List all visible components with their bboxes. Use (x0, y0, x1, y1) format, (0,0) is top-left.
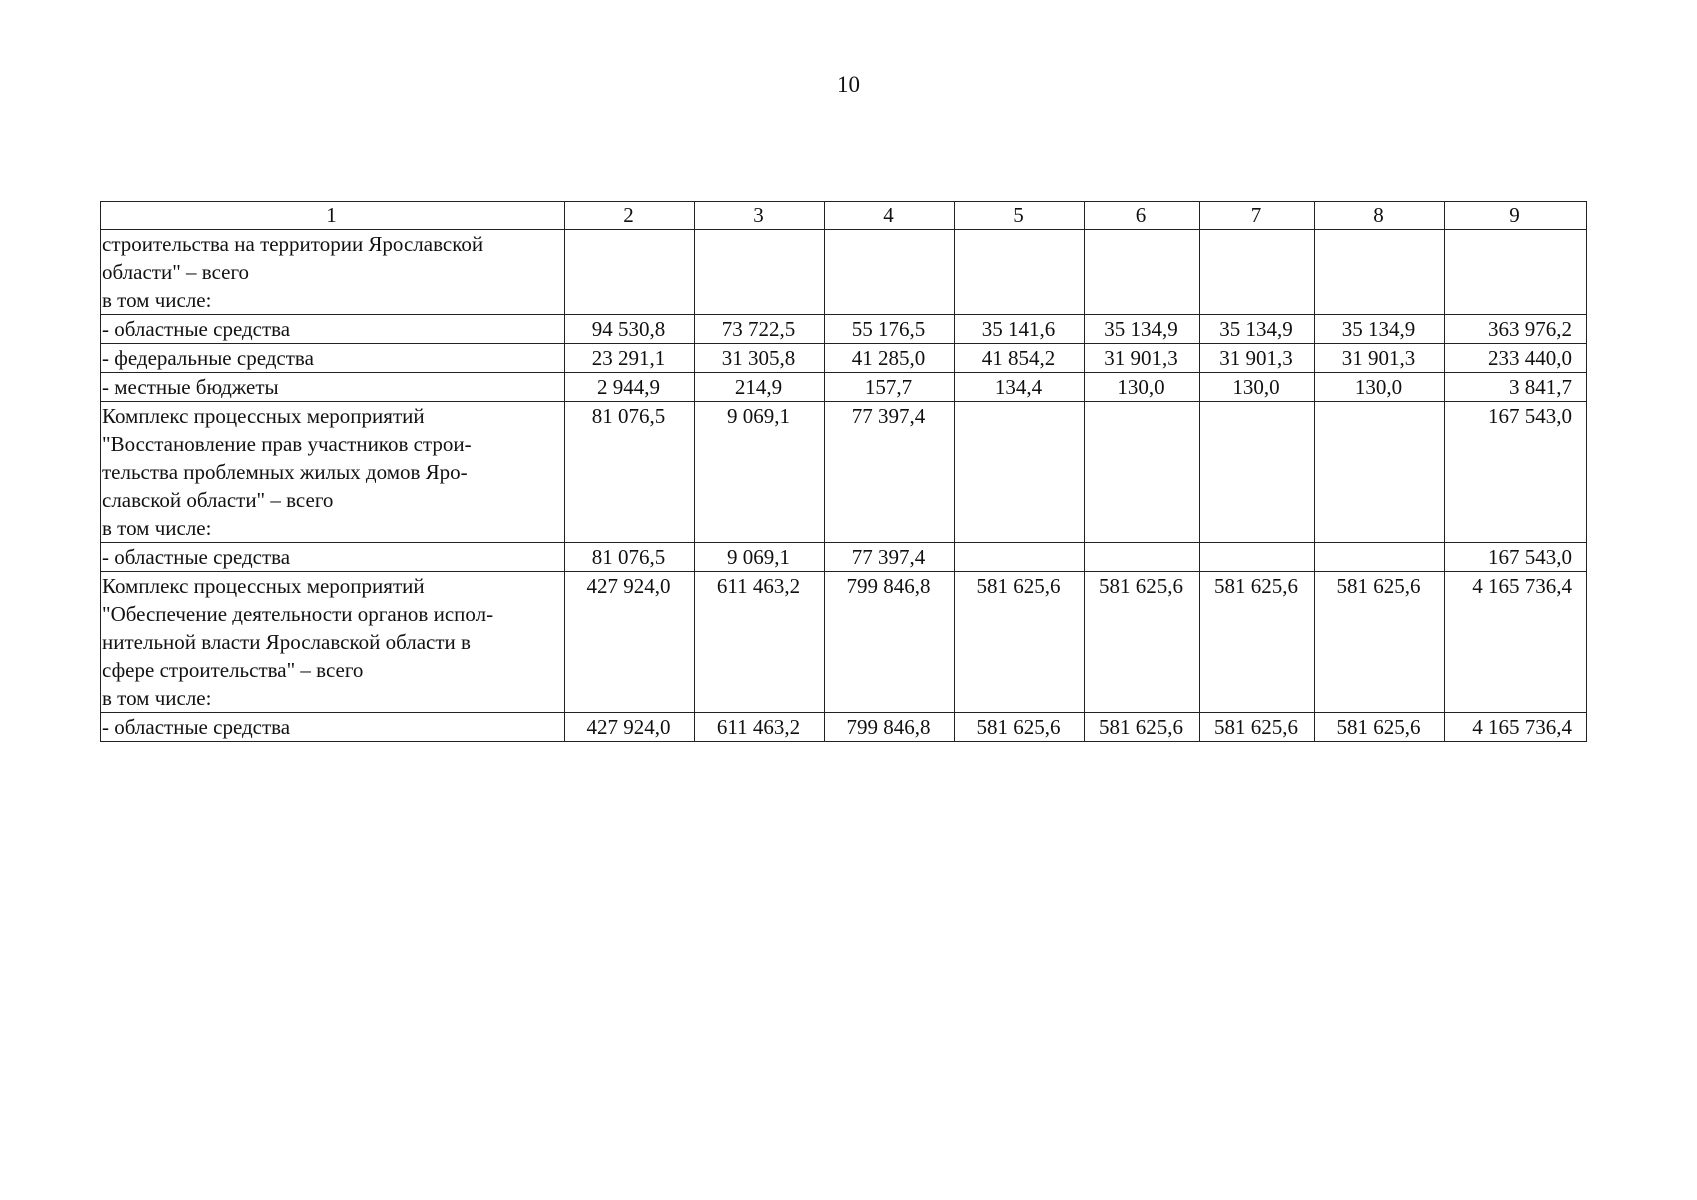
value-cell: 581 625,6 (1315, 713, 1445, 742)
value-cell: 581 625,6 (1200, 572, 1315, 713)
value-cell: 581 625,6 (955, 572, 1085, 713)
value-cell: 77 397,4 (825, 543, 955, 572)
value-cell (1085, 230, 1200, 315)
value-cell: 427 924,0 (565, 713, 695, 742)
column-header: 9 (1445, 202, 1587, 230)
value-cell (955, 543, 1085, 572)
row-label-line: - областные средства (102, 545, 291, 569)
value-cell: 134,4 (955, 373, 1085, 402)
value-cell (1085, 402, 1200, 543)
table-row-group (101, 230, 1587, 315)
value-cell (1315, 230, 1445, 315)
row-label-line: славской области" – всего (102, 488, 334, 512)
table-row-item (101, 713, 1587, 742)
row-label (101, 713, 565, 742)
row-label (101, 572, 565, 713)
row-label-line: Комплекс процессных мероприятий (102, 404, 425, 428)
value-cell (1200, 402, 1315, 543)
value-cell: 9 069,1 (695, 543, 825, 572)
value-cell: 799 846,8 (825, 572, 955, 713)
value-cell: 55 176,5 (825, 315, 955, 344)
value-cell: 581 625,6 (1200, 713, 1315, 742)
value-cell: 35 134,9 (1315, 315, 1445, 344)
value-cell: 2 944,9 (565, 373, 695, 402)
value-cell: 167 543,0 (1445, 543, 1587, 572)
table-body (101, 202, 1587, 742)
value-cell (955, 230, 1085, 315)
value-cell: 81 076,5 (565, 543, 695, 572)
row-label-line: в том числе: (102, 516, 212, 540)
table-row-item (101, 315, 1587, 344)
value-cell: 233 440,0 (1445, 344, 1587, 373)
value-cell (565, 230, 695, 315)
table-row-item (101, 373, 1587, 402)
value-cell (1200, 230, 1315, 315)
value-cell: 73 722,5 (695, 315, 825, 344)
value-cell: 581 625,6 (1085, 713, 1200, 742)
value-cell: 35 141,6 (955, 315, 1085, 344)
value-cell: 581 625,6 (1085, 572, 1200, 713)
table-row-item (101, 543, 1587, 572)
row-label (101, 344, 565, 373)
row-label-line: тельства проблемных жилых домов Яро- (102, 460, 468, 484)
budget-table (100, 201, 1587, 742)
column-header: 5 (955, 202, 1085, 230)
row-label-line: Комплекс процессных мероприятий (102, 574, 425, 598)
row-label-line: - областные средства (102, 317, 291, 341)
column-header: 2 (565, 202, 695, 230)
value-cell (695, 230, 825, 315)
value-cell: 427 924,0 (565, 572, 695, 713)
value-cell: 31 305,8 (695, 344, 825, 373)
row-label-line: - областные средства (102, 715, 291, 739)
value-cell: 31 901,3 (1200, 344, 1315, 373)
value-cell: 4 165 736,4 (1445, 572, 1587, 713)
value-cell: 4 165 736,4 (1445, 713, 1587, 742)
value-cell: 611 463,2 (695, 572, 825, 713)
value-cell: 130,0 (1315, 373, 1445, 402)
value-cell: 41 285,0 (825, 344, 955, 373)
row-label (101, 543, 565, 572)
value-cell: 130,0 (1085, 373, 1200, 402)
value-cell: 94 530,8 (565, 315, 695, 344)
row-label-line: - местные бюджеты (102, 375, 279, 399)
table-row-item (101, 344, 1587, 373)
value-cell: 41 854,2 (955, 344, 1085, 373)
value-cell: 611 463,2 (695, 713, 825, 742)
row-label-line: области" – всего (102, 260, 250, 284)
value-cell (955, 402, 1085, 543)
column-header: 6 (1085, 202, 1200, 230)
column-number-header-row (101, 202, 1587, 230)
value-cell: 3 841,7 (1445, 373, 1587, 402)
value-cell: 799 846,8 (825, 713, 955, 742)
value-cell: 214,9 (695, 373, 825, 402)
value-cell (1445, 230, 1587, 315)
value-cell: 31 901,3 (1315, 344, 1445, 373)
row-label-line: строительства на территории Ярославской (102, 232, 484, 256)
row-label (101, 230, 565, 315)
value-cell (1315, 543, 1445, 572)
row-label-line: в том числе: (102, 288, 212, 312)
value-cell: 77 397,4 (825, 402, 955, 543)
value-cell: 23 291,1 (565, 344, 695, 373)
row-label-line: "Обеспечение деятельности органов испол- (102, 602, 494, 626)
value-cell (825, 230, 955, 315)
value-cell: 130,0 (1200, 373, 1315, 402)
row-label (101, 373, 565, 402)
row-label-line: в том числе: (102, 686, 212, 710)
value-cell: 157,7 (825, 373, 955, 402)
column-header: 4 (825, 202, 955, 230)
row-label (101, 315, 565, 344)
column-header: 1 (101, 202, 565, 230)
value-cell: 9 069,1 (695, 402, 825, 543)
value-cell: 35 134,9 (1085, 315, 1200, 344)
row-label-line: - федеральные средства (102, 346, 314, 370)
value-cell (1315, 402, 1445, 543)
value-cell (1200, 543, 1315, 572)
value-cell (1085, 543, 1200, 572)
value-cell: 363 976,2 (1445, 315, 1587, 344)
value-cell: 31 901,3 (1085, 344, 1200, 373)
value-cell: 167 543,0 (1445, 402, 1587, 543)
value-cell: 581 625,6 (1315, 572, 1445, 713)
column-header: 7 (1200, 202, 1315, 230)
value-cell: 35 134,9 (1200, 315, 1315, 344)
row-label-line: "Восстановление прав участников строи- (102, 432, 472, 456)
page-number: 10 (837, 72, 860, 97)
row-label-line: сфере строительства" – всего (102, 658, 364, 682)
value-cell: 81 076,5 (565, 402, 695, 543)
row-label (101, 402, 565, 543)
table-row-group (101, 572, 1587, 713)
column-header: 8 (1315, 202, 1445, 230)
value-cell: 581 625,6 (955, 713, 1085, 742)
row-label-line: нительной власти Ярославской области в (102, 630, 471, 654)
table-row-group (101, 402, 1587, 543)
column-header: 3 (695, 202, 825, 230)
